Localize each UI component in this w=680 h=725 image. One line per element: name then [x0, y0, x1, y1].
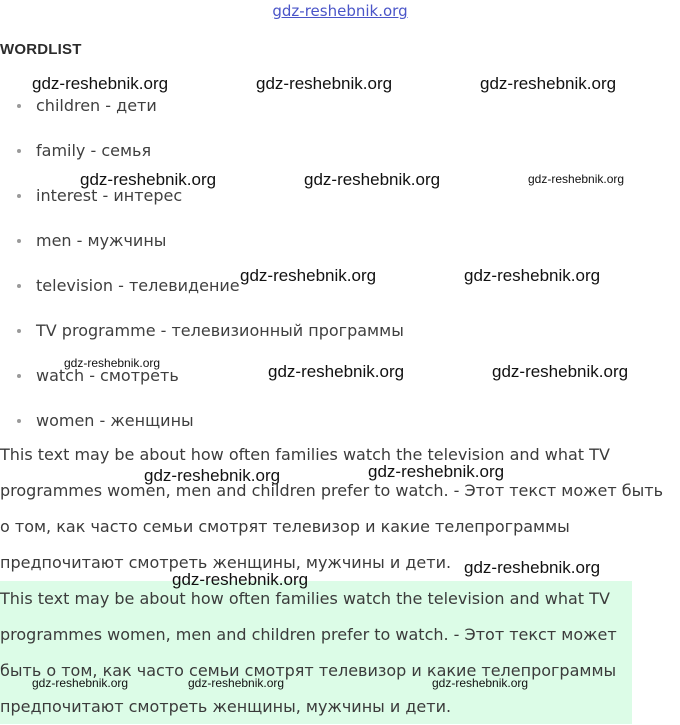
list-item: TV programme - телевизионный программы — [0, 317, 404, 362]
paragraph-line: This text may be about how often families watch the television and what TV — [0, 589, 610, 608]
watermark: gdz-reshebnik.org — [256, 74, 393, 93]
watermark: gdz-reshebnik.org — [172, 570, 309, 589]
bullet-icon — [17, 419, 21, 423]
wordlist-heading: WORDLIST — [0, 41, 82, 58]
paragraph-line: предпочитают смотреть женщины, мужчины и дети. — [0, 697, 452, 716]
watermark: gdz-reshebnik.org — [368, 462, 505, 481]
paragraph-line: programmes women, men and children prefer to watch. - Этот текст может — [0, 625, 617, 644]
bullet-icon — [17, 104, 21, 108]
list-item: women - женщины — [0, 407, 404, 452]
top-watermark-link[interactable]: gdz-reshebnik.org — [272, 2, 408, 20]
highlighted-paragraph — [0, 581, 632, 724]
bullet-icon — [17, 374, 21, 378]
watermark: gdz-reshebnik.org — [240, 266, 377, 285]
watermark: gdz-reshebnik.org — [304, 170, 441, 189]
bullet-icon — [17, 194, 21, 198]
bullet-icon — [17, 149, 21, 153]
watermark: gdz-reshebnik.org — [432, 676, 529, 690]
watermark: gdz-reshebnik.org — [528, 172, 625, 186]
list-item: men - мужчины — [0, 227, 404, 272]
list-item: interest - интерес — [0, 182, 404, 227]
watermark: gdz-reshebnik.org — [188, 676, 285, 690]
watermark: gdz-reshebnik.org — [32, 74, 169, 93]
watermark: gdz-reshebnik.org — [464, 266, 601, 285]
list-item: watch - смотреть — [0, 362, 404, 407]
watermark: gdz-reshebnik.org — [64, 356, 161, 370]
paragraph-line: предпочитают смотреть женщины, мужчины и дети. — [0, 553, 452, 572]
paragraph-line: This text may be about how often families watch the television and what TV — [0, 445, 610, 464]
bullet-icon — [17, 284, 21, 288]
paragraph-line: о том, как часто семьи смотрят телевизор и какие телепрограммы — [0, 517, 570, 536]
watermark: gdz-reshebnik.org — [492, 362, 629, 381]
watermark: gdz-reshebnik.org — [480, 74, 617, 93]
list-item: family - семья — [0, 137, 404, 182]
list-item: television - телевидение — [0, 272, 404, 317]
bullet-icon — [17, 329, 21, 333]
watermark: gdz-reshebnik.org — [464, 558, 601, 577]
paragraph-line: быть о том, как часто семьи смотрят телевизор и какие телепрограммы — [0, 661, 617, 680]
list-item: children - дети — [0, 92, 404, 137]
watermark: gdz-reshebnik.org — [80, 170, 217, 189]
watermark: gdz-reshebnik.org — [144, 466, 281, 485]
watermark: gdz-reshebnik.org — [268, 362, 405, 381]
watermark: gdz-reshebnik.org — [32, 676, 129, 690]
paragraph-line: programmes women, men and children prefer to watch. - Этот текст может быть — [0, 481, 664, 500]
bullet-icon — [17, 239, 21, 243]
